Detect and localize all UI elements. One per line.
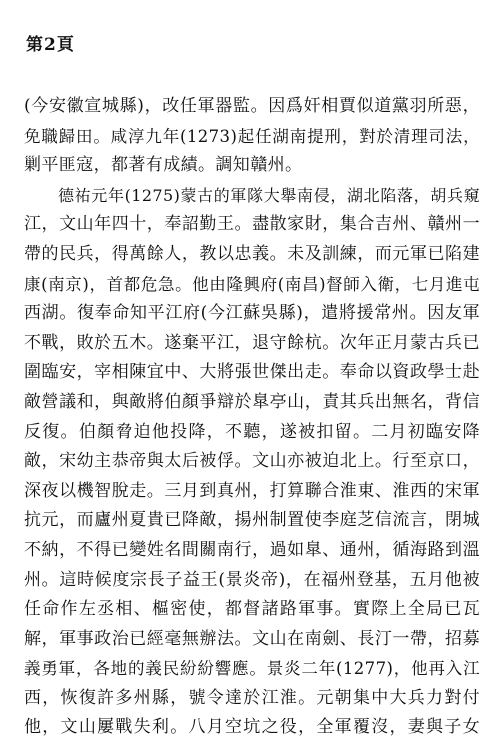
text-line: 抗元，而廬州夏貴已降敵，揚州制置使李庭芝信流言，閉城: [24, 510, 480, 531]
paragraph-start-line: 德祐元年(1275)蒙古的軍隊大舉南侵，湖北陷落，胡兵窺: [58, 185, 480, 205]
text-line: 解，軍事政治已經毫無辦法。文山在南劍、長汀一帶，招募: [24, 628, 480, 649]
text-line: 義勇軍，各地的義民紛紛響應。景炎二年(1277)，他再入江: [24, 659, 480, 679]
text-line: 他，文山屢戰失利。八月空坑之役，全軍覆沒，妻與子女: [24, 717, 480, 738]
text-line: 州。這時候度宗長子益王(景炎帝)，在福州登基，五月他被: [24, 569, 480, 590]
text-line: 帶的民兵，得萬餘人，教以忠義。未及訓練，而元軍已陷建: [24, 243, 480, 264]
text-line: 江，文山年四十，奉詔勤王。盡散家財，集合吉州、贛州一: [24, 214, 480, 235]
text-line: (今安徽宣城縣)，改任軍器監。因爲奸相賈似道黨羽所惡，: [24, 96, 480, 116]
body-text: [24, 92, 480, 743]
text-line: 不納，不得已變姓名間關南行，過如臯、通州，循海路到溫: [24, 539, 480, 560]
text-line: 免職歸田。咸淳九年(1273)起任湖南提刑，對於清理司法，: [24, 126, 480, 146]
text-line: 反復。伯顏脅迫他投降，不聽，遂被扣留。二月初臨安降: [24, 421, 480, 442]
text-line: 西，恢復許多州縣，號令達於江淮。元朝集中大兵力對付: [24, 687, 480, 708]
text-line: 剿平匪寇，都著有成績。調知贛州。: [24, 155, 303, 176]
text-line: 康(南京)，首都危急。他由隆興府(南昌)督師入衛，七月進屯: [24, 274, 480, 294]
page-number: 第2頁: [26, 35, 75, 55]
text-line: 任命作左丞相、樞密使，都督諸路軍事。實際上全局已瓦: [24, 599, 480, 620]
text-line: 敵營議和，與敵將伯顏爭辯於臯亭山，責其兵出無名，背信: [24, 391, 480, 412]
text-line: 深夜以機智脫走。三月到真州，打算聯合淮東、淮西的宋軍: [24, 480, 480, 501]
text-line: 西湖。復奉命知平江府(今江蘇吳縣)，遣將援常州。因友軍: [24, 303, 480, 324]
text-line: 敵，宋幼主恭帝與太后被俘。文山亦被迫北上。行至京口，: [24, 451, 480, 472]
text-line: 不戰，敗於五木。遂棄平江，退守餘杭。次年正月蒙古兵已: [24, 332, 480, 353]
text-line: 圍臨安，宰相陳宜中、大將張世傑出走。奉命以資政學士赴: [24, 362, 480, 383]
